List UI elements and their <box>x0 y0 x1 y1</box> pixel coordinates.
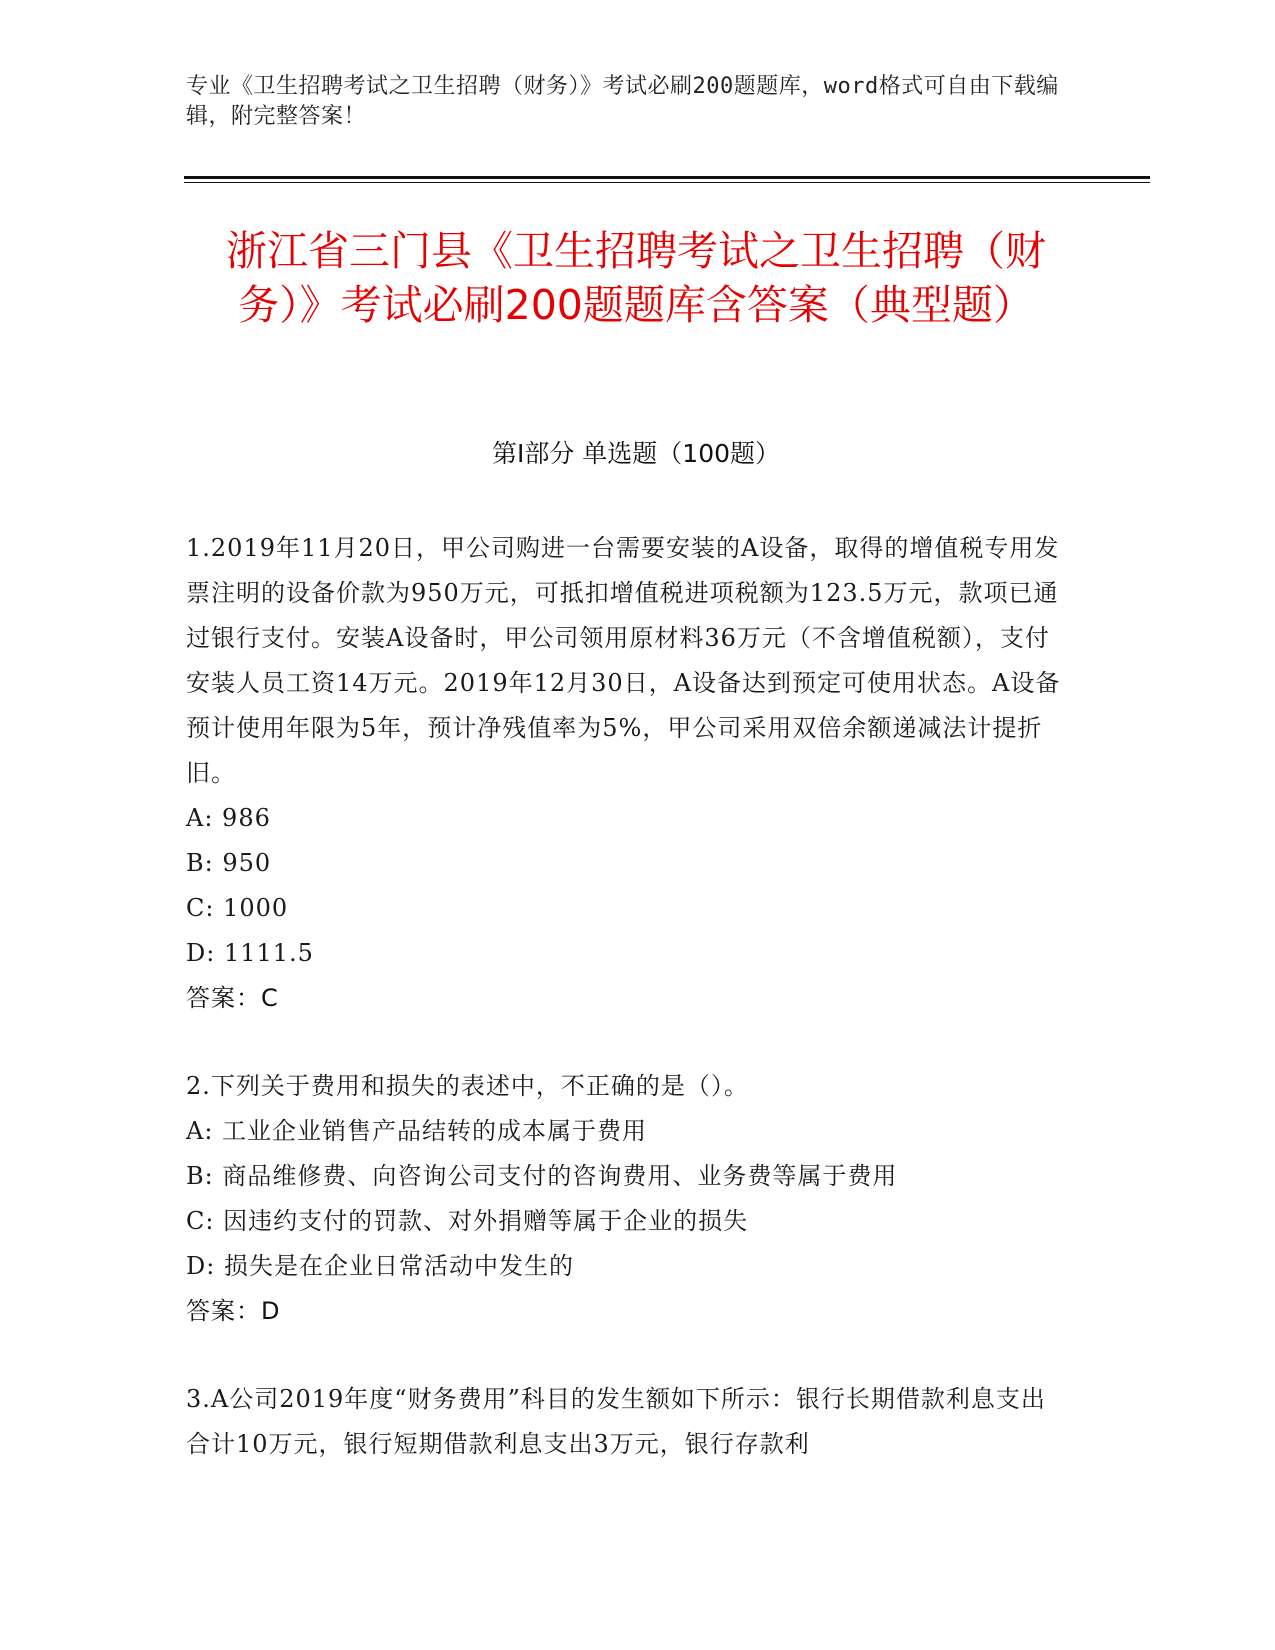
question-stem: 3.A公司2019年度“财务费用”科目的发生额如下所示：银行长期借款利息支出合计10万元，银行短期借款利息支出3万元，银行存款利 <box>186 1385 1046 1458</box>
option-d: D: 损失是在企业日常活动中发生的 <box>186 1252 574 1280</box>
option-c: C: 因违约支付的罚款、对外捐赠等属于企业的损失 <box>186 1207 749 1235</box>
header-divider-thick <box>184 176 1150 179</box>
option-a: A: 986 <box>186 804 271 832</box>
question-2 <box>186 1064 1066 1334</box>
question-list <box>186 526 1066 1510</box>
document-title: 浙江省三门县《卫生招聘考试之卫生招聘（财务）》考试必刷200题题库含答案（典型题） <box>226 227 1046 329</box>
option-a: A: 工业企业销售产品结转的成本属于费用 <box>186 1117 648 1145</box>
option-d: D: 1111.5 <box>186 939 314 967</box>
section-title: 第Ⅰ部分 单选题（100题） <box>491 439 781 468</box>
question-stem: 2.下列关于费用和损失的表述中，不正确的是（）。 <box>186 1072 749 1100</box>
answer: 答案：D <box>186 1297 281 1325</box>
option-b: B: 商品维修费、向咨询公司支付的咨询费用、业务费等属于费用 <box>186 1162 898 1190</box>
question-stem: 1.2019年11月20日，甲公司购进一台需要安装的A设备，取得的增值税专用发票注明的设备价款为950万元，可抵扣增值税进项税额为123.5万元，款项已通过银行支付。安装A设备时，甲公司领用原材料36万元（不含增值税额），支付安装人员工资14万元。2019年12月30日，A设备达到预定可使用状态。A设备预计使用年限为5年，预计净残值率为5%，甲公司采用双倍余额递减法计提折旧。 <box>186 534 1061 787</box>
option-c: C: 1000 <box>186 894 289 922</box>
answer: 答案：C <box>186 984 279 1012</box>
option-b: B: 950 <box>186 849 272 877</box>
header-divider-thin <box>184 182 1150 183</box>
question-1 <box>186 526 1066 1021</box>
header-note: 专业《卫生招聘考试之卫生招聘（财务）》考试必刷200题题库，word格式可自由下载编辑，附完整答案！ <box>186 74 1059 129</box>
question-3 <box>186 1377 1066 1467</box>
